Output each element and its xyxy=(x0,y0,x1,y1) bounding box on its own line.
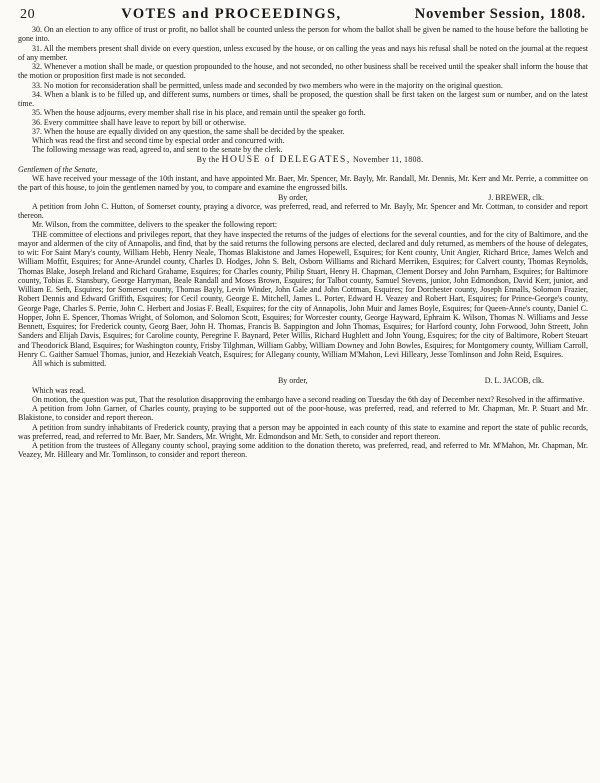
rule-37: 37. When the house are equally divided on any question, the same shall be decided by the speaker. xyxy=(32,126,345,136)
submitted-line: All which is submitted. xyxy=(32,359,107,368)
by-order-label: By order, xyxy=(278,192,308,202)
house-by: By the xyxy=(196,154,220,164)
message-body: WE have received your message of the 10th instant, and have appointed Mr. Baer, Mr. Spencer, Mr. Bayly, Mr. Randall, Mr. Dennis, Mr. Kerr and Mr. Perrie, a committee on the part of this house, to join the gentlemen named by you, to compare and examine the engrossed bills. xyxy=(18,174,588,193)
page-number: 20 xyxy=(20,7,36,22)
running-head xyxy=(18,6,588,25)
signoff-jacob xyxy=(18,376,588,385)
salutation: Gentlemen of the Senate, xyxy=(18,164,98,174)
rule-31: 31. All the members present shall divide on every question, unless excused by the house, or on calling the yeas and nays his refusal shall be noted on the journal at the request of any member. xyxy=(18,43,588,62)
read-line-2: Which was read. xyxy=(32,385,86,395)
rule-34: 34. When a blank is to be filled up, and different sums, numbers or times, shall be proposed, the question shall be first taken on the largest sum or number, and on the latest time. xyxy=(18,89,588,108)
rule-32: 32. Whenever a motion shall be made, or question propounded to the house, and not seconded, no other business shall be received until the speaker shall inform the house that the motion or proposition first made is not seconded. xyxy=(18,62,588,81)
elections-report: THE committee of elections and privileges report, that they have inspected the returns of the judges of elections for the several counties, and for the city of Baltimore, and the mayor and aldermen of the city of Annapolis, and find, that by the said returns the following persons are elected, declared and duly returned, as members of the house of delegates, to wit: For Saint Mary's county, William Hebb, Henry Neale, Thomas Blakistone and James Hopewell, Esquires; for Kent county, Unit Angier, Richard Brice, James Welch and William Moffit, Esquires; for Anne-Arundel county, Charles D. Hodges, John S. Belt, Osborn Williams and Richard Merriken, Esquires; for Calvert county, Thomas Reynolds, Thomas Blake, Joseph Ireland and Richard Grahame, Esquires; for Charles county, Philip Stuart, Henry H. Chapman, Clement Dorsey and John Parnham, Esquires; for Baltimore county, Tobias E. Stansbury, George Harryman, Beale Randall and Moses Brown, Esquires; for Talbot county, Samuel Stevens, junior, John Edmondson, David Kerr, junior, and William E. Seth, Esquires; for Somerset county, Thomas Bayly, Levin Winder, John Gale and John Cottman, Esquires; for Dorchester county, Joseph Ennalls, Solomon Frazier, Robert Dennis and Edward Griffith, Esquires; for Cecil county, George E. Mitchell, James L. Porter, Edward H. Veazey and Robert Hart, Esquires; for Prince-George's county, George Page, Charles S. Perrie, John C. Herbert and Josias F. Beall, Esquires; for the city of Annapolis, John Muir and James Boyle, Esquires; for Queen-Anne's county, Daniel C. Hopper, John E. Spencer, Thomas Wright, of Solomon, and Solomon Scott, Esquires; for Worcester county, George Hayward, Ephraim K. Wilson, Thomas N. Williams and Jesse Bennett, Esquires; for Frederick county, Georg Baer, John H. Thomas, Francis B. Sappington and John Thomas, Esquires; for Harford county, John Forwood, John Streett, John Sanders and Elijah Davis, Esquires; for Caroline county, Peregrine F. Baynard, Peter Willis, Richard Hughlett and John Young, Esquires; for the city of Baltimore, Robert Steuart and Theodorick Bland, Esquires; for Washington county, Frisby Tilghman, William Gabby, William Downey and John Bowles, Esquires; for Montgomery county, William Carroll, Henry C. Gaither Samuel Thomas, junior, and Hezekiah Veatch, Esquires; for Allegany county, William M'Mahon, Levi Hilleary, Jesse Tomlinson and John Reid, Esquires. xyxy=(18,229,588,359)
session-label: November Session, 1808. xyxy=(414,6,586,22)
petition-hutton: A petition from John C. Hutton, of Somerset county, praying a divorce, was preferred, read, and referred to Mr. Bayly, Mr. Spencer and Mr. Cottman, to consider and report thereon. xyxy=(18,201,588,220)
message-line: The following message was read, agreed to, and sent to the senate by the clerk. xyxy=(32,145,283,155)
read-line: Which was read the first and second time by especial order and concurred with. xyxy=(32,136,285,145)
rule-36: 36. Every committee shall have leave to report by bill or otherwise. xyxy=(32,117,247,127)
petition-frederick: A petition from sundry inhabitants of Frederick county, praying that a person may be appointed in each county of this state to examine and report the state of public records, was preferred, read, and referred to Mr. Baer, Mr. Sanders, Mr. Wright, Mr. Edmondson and Mr. Seth, to consider and report thereon. xyxy=(18,422,588,441)
rule-30: 30. On an election to any office of trust or profit, no ballot shall be counted unless the person for whom the ballot shall be given be named to the house before the balloting be gone into. xyxy=(18,25,588,44)
motion-embargo: On motion, the question was put, That the resolution disapproving the embargo have a second reading on Tuesday the 6th day of December next? Resolved in the affirmative. xyxy=(32,394,585,404)
house-name: HOUSE of DELEGATES, xyxy=(221,154,351,165)
petition-garner: A petition from John Garner, of Charles county, praying to be supported out of the poor-house, was preferred, read, and referred to Mr. Chapman, Mr. P. Stuart and Mr. Blakistone, to consider and report thereon. xyxy=(18,404,588,423)
clerk-signature: D. L. JACOB, clk. xyxy=(484,376,544,386)
rule-33: 33. No motion for reconsideration shall be permitted, unless made and seconded by two members who were in the majority on the original question. xyxy=(32,80,503,90)
page-body xyxy=(18,25,588,460)
clerk-signature: J. BREWER, clk. xyxy=(488,192,544,202)
house-dateline xyxy=(18,155,588,165)
wilson-report-intro: Mr. Wilson, from the committee, delivers to the speaker the following report: xyxy=(32,220,278,230)
signoff-brewer xyxy=(18,193,588,202)
rule-35: 35. When the house adjourns, every member shall rise in his place, and remain until the speaker go forth. xyxy=(32,108,366,118)
house-date: November 11, 1808. xyxy=(353,154,424,164)
by-order-label: By order, xyxy=(278,376,308,386)
journal-title: VOTES and PROCEEDINGS, xyxy=(121,6,342,22)
petition-allegany: A petition from the trustees of Allegany county school, praying some addition to the donation thereto, was preferred, read, and referred to Mr. M'Mahon, Mr. Chapman, Mr. Veazey, Mr. Hilleary and Mr. Tomlinson, to consider and report thereon. xyxy=(18,441,588,460)
